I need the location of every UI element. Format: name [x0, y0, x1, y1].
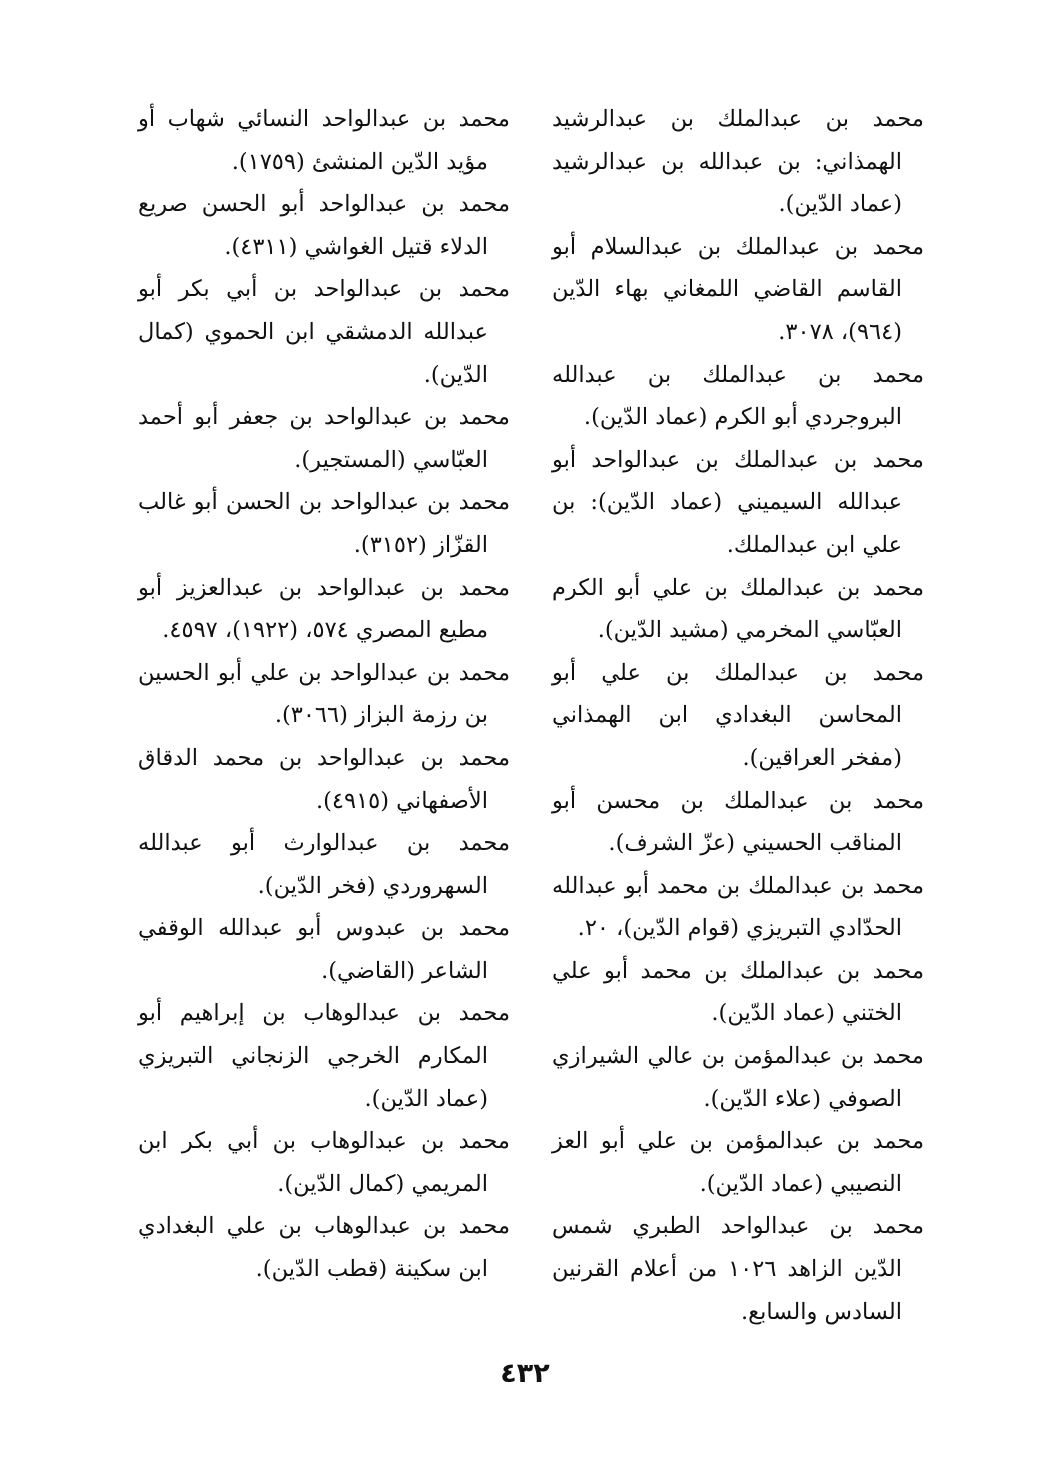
index-entry: محمد بن عبدالملك بن عبدالرشيد الهمذاني: بن عبدالله بن عبدالرشيد (عماد الدّين). — [552, 106, 924, 218]
index-entry: محمد بن عبدالواحد أبو الحسن صريع الدلاء قتيل الغواشي (٤٣١١). — [138, 191, 510, 260]
index-entry: محمد بن عبدالواحد بن علي أبو الحسين بن رزمة البزاز (٣٠٦٦). — [138, 659, 510, 729]
index-entry: محمد بن عبدالملك بن عبدالله البروجردي أبو الكرم (عماد الدّين). — [552, 361, 924, 431]
index-entry: محمد بن عبدالمؤمن بن علي أبو العز النصيبي (عماد الدّين). — [552, 1128, 924, 1197]
index-entry: محمد بن عبدالواحد بن الحسن أبو غالب القزّاز (٣١٥٢). — [138, 489, 510, 558]
index-entry: محمد بن عبدالملك بن علي أبو المحاسن البغدادي ابن الهمذاني (مفخر العراقين). — [552, 659, 924, 771]
index-entry: محمد بن عبدالوهاب بن علي البغدادي ابن سكينة (قطب الدّين). — [138, 1213, 510, 1283]
index-entry: محمد بن عبدالملك بن محمد أبو علي الختني (عماد الدّين). — [552, 957, 924, 1027]
index-column-left — [138, 98, 510, 1291]
index-entry: محمد بن عبدالمؤمن بن عالي الشيرازي الصوفي (علاء الدّين). — [552, 1043, 924, 1112]
index-entry: محمد بن عبدالملك بن علي أبو الكرم العبّاسي المخرمي (مشيد الدّين). — [552, 574, 924, 644]
index-entry: محمد بن عبدالملك بن محسن أبو المناقب الحسيني (عزّ الشرف). — [552, 787, 924, 857]
index-entry: محمد بن عبدالملك بن محمد أبو عبدالله الحدّادي التبريزي (قوام الدّين)، ٢٠. — [552, 872, 924, 942]
page-number: ٤٣٢ — [500, 1358, 550, 1389]
index-entry: محمد بن عبدالواحد بن عبدالعزيز أبو مطيع المصري ٥٧٤، (١٩٢٢)، ٤٥٩٧. — [138, 574, 510, 644]
index-entry: محمد بن عبدالوهاب بن إبراهيم أبو المكارم الخرجي الزنجاني التبريزي (عماد الدّين). — [138, 1000, 510, 1112]
index-entry: محمد بن عبدالواحد بن جعفر أبو أحمد العبّاسي (المستجير). — [138, 404, 510, 473]
index-entry: محمد بن عبدالواحد بن محمد الدقاق الأصفهاني (٤٩١٥). — [138, 744, 510, 814]
index-entry: محمد بن عبدالواحد بن أبي بكر أبو عبدالله الدمشقي ابن الحموي (كمال الدّين). — [138, 276, 510, 388]
index-entry: محمد بن عبدالملك بن عبدالواحد أبو عبدالله السيميني (عماد الدّين): بن علي ابن عبدالملك. — [552, 446, 924, 558]
index-entry: محمد بن عبدالوارث أبو عبدالله السهروردي (فخر الدّين). — [138, 830, 510, 899]
index-entry: محمد بن عبدوس أبو عبدالله الوقفي الشاعر (القاضي). — [138, 915, 510, 984]
index-entry: محمد بن عبدالملك بن عبدالسلام أبو القاسم القاضي اللمغاني بهاء الدّين (٩٦٤)، ٣٠٧٨. — [552, 233, 924, 345]
index-entry: محمد بن عبدالواحد الطبري شمس الدّين الزاهد ١٠٢٦ من أعلام القرنين السادس والسابع. — [552, 1213, 924, 1325]
index-column-right — [552, 98, 924, 1333]
index-entry: محمد بن عبدالوهاب بن أبي بكر ابن المريمي (كمال الدّين). — [138, 1128, 510, 1197]
index-entry: محمد بن عبدالواحد النسائي شهاب أو مؤيد الدّين المنشئ (١٧٥٩). — [138, 106, 510, 175]
